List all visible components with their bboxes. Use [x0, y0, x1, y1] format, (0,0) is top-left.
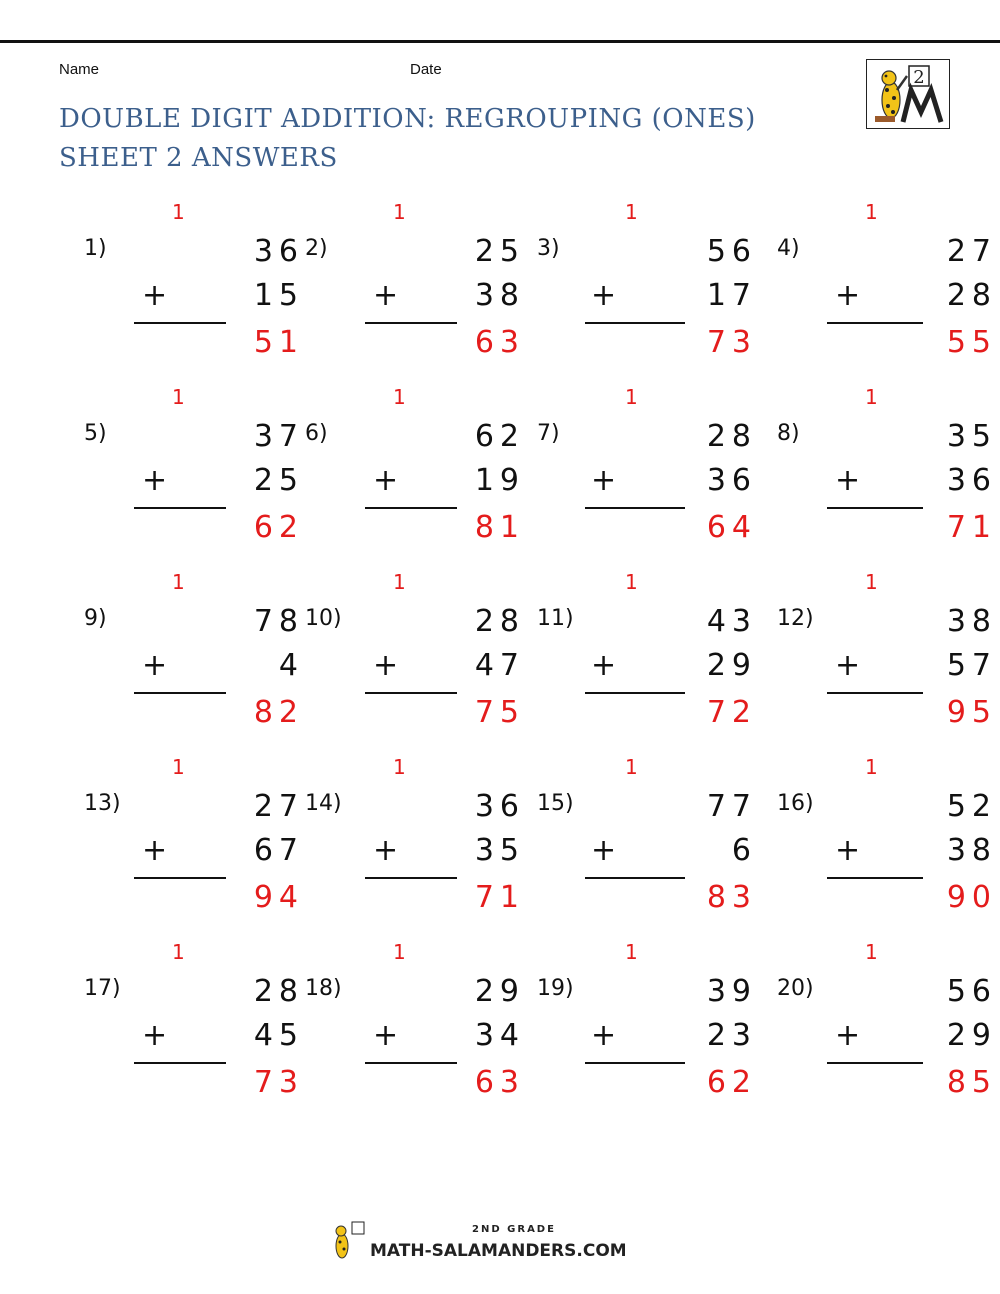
bottom-addend: 45	[253, 1018, 304, 1053]
footer-logo	[330, 1218, 625, 1262]
carry-digit: 1	[865, 200, 878, 224]
carry-digit: 1	[172, 755, 185, 779]
problem-18	[305, 940, 525, 1110]
answer-value: 75	[474, 695, 525, 730]
answer-line	[827, 507, 923, 509]
carry-digit: 1	[393, 385, 406, 409]
answer-value: 83	[706, 880, 757, 915]
bottom-addend: 6	[731, 833, 757, 868]
problem-number: 2)	[305, 236, 328, 261]
answer-value: 81	[474, 510, 525, 545]
answer-line	[365, 877, 457, 879]
problem-7	[537, 385, 757, 555]
plus-sign: +	[591, 1018, 617, 1053]
top-addend: 52	[946, 789, 997, 824]
carry-digit: 1	[393, 200, 406, 224]
problem-2	[305, 200, 525, 370]
plus-sign: +	[373, 1018, 399, 1053]
carry-digit: 1	[625, 200, 638, 224]
problem-number: 5)	[84, 421, 107, 446]
plus-sign: +	[835, 278, 861, 313]
bottom-addend: 23	[706, 1018, 757, 1053]
answer-line	[134, 877, 226, 879]
top-addend: 36	[474, 789, 525, 824]
answer-value: 95	[946, 695, 997, 730]
bottom-addend: 47	[474, 648, 525, 683]
answer-line	[585, 322, 685, 324]
answer-line	[585, 692, 685, 694]
carry-digit: 1	[172, 385, 185, 409]
top-addend: 78	[253, 604, 304, 639]
carry-digit: 1	[172, 570, 185, 594]
answer-line	[827, 877, 923, 879]
carry-digit: 1	[393, 570, 406, 594]
problem-number: 10)	[305, 606, 342, 631]
problem-16	[777, 755, 997, 925]
problem-number: 7)	[537, 421, 560, 446]
carry-digit: 1	[625, 940, 638, 964]
answer-line	[585, 507, 685, 509]
bottom-addend: 35	[474, 833, 525, 868]
answer-value: 71	[474, 880, 525, 915]
problem-number: 19)	[537, 976, 574, 1001]
plus-sign: +	[835, 463, 861, 498]
worksheet-subtitle: SHEET 2 ANSWERS	[59, 143, 338, 173]
top-addend: 28	[474, 604, 525, 639]
top-addend: 62	[474, 419, 525, 454]
answer-line	[827, 1062, 923, 1064]
plus-sign: +	[591, 278, 617, 313]
footer-site-text: MATH-SALAMANDERS.COM	[370, 1241, 625, 1261]
answer-line	[134, 692, 226, 694]
top-addend: 77	[706, 789, 757, 824]
plus-sign: +	[142, 278, 168, 313]
plus-sign: +	[142, 463, 168, 498]
answer-value: 62	[706, 1065, 757, 1100]
top-addend: 56	[946, 974, 997, 1009]
problem-8	[777, 385, 997, 555]
problem-3	[537, 200, 757, 370]
answer-value: 85	[946, 1065, 997, 1100]
answer-value: 63	[474, 1065, 525, 1100]
problem-number: 1)	[84, 236, 107, 261]
bottom-addend: 34	[474, 1018, 525, 1053]
answer-value: 94	[253, 880, 304, 915]
problem-number: 20)	[777, 976, 814, 1001]
answer-value: 62	[253, 510, 304, 545]
plus-sign: +	[373, 278, 399, 313]
problem-number: 15)	[537, 791, 574, 816]
bottom-addend: 57	[946, 648, 997, 683]
answer-value: 64	[706, 510, 757, 545]
footer-grade-text: 2ND GRADE	[472, 1224, 556, 1235]
problem-12	[777, 570, 997, 740]
carry-digit: 1	[865, 570, 878, 594]
bottom-addend: 29	[706, 648, 757, 683]
carry-digit: 1	[625, 570, 638, 594]
problem-number: 13)	[84, 791, 121, 816]
problem-number: 18)	[305, 976, 342, 1001]
top-addend: 29	[474, 974, 525, 1009]
problem-number: 8)	[777, 421, 800, 446]
logo-digit: 2	[913, 67, 925, 88]
top-addend: 35	[946, 419, 997, 454]
answer-value: 51	[253, 325, 304, 360]
plus-sign: +	[591, 463, 617, 498]
answer-value: 73	[253, 1065, 304, 1100]
problem-5	[84, 385, 304, 555]
salamander-logo-icon	[866, 59, 950, 129]
name-label: Name	[59, 61, 100, 78]
bottom-addend: 67	[253, 833, 304, 868]
answer-line	[585, 1062, 685, 1064]
answer-value: 73	[706, 325, 757, 360]
top-addend: 39	[706, 974, 757, 1009]
problem-9	[84, 570, 304, 740]
plus-sign: +	[142, 833, 168, 868]
top-addend: 36	[253, 234, 304, 269]
carry-digit: 1	[865, 755, 878, 779]
carry-digit: 1	[625, 385, 638, 409]
top-addend: 28	[706, 419, 757, 454]
answer-line	[365, 322, 457, 324]
problem-15	[537, 755, 757, 925]
plus-sign: +	[142, 1018, 168, 1053]
answer-line	[134, 322, 226, 324]
answer-line	[365, 1062, 457, 1064]
bottom-addend: 17	[706, 278, 757, 313]
carry-digit: 1	[172, 200, 185, 224]
bottom-addend: 15	[253, 278, 304, 313]
problem-number: 14)	[305, 791, 342, 816]
carry-digit: 1	[393, 755, 406, 779]
bottom-addend: 36	[706, 463, 757, 498]
problem-number: 4)	[777, 236, 800, 261]
top-addend: 27	[253, 789, 304, 824]
problem-number: 11)	[537, 606, 574, 631]
plus-sign: +	[835, 833, 861, 868]
carry-digit: 1	[393, 940, 406, 964]
carry-digit: 1	[865, 385, 878, 409]
problem-number: 9)	[84, 606, 107, 631]
problem-19	[537, 940, 757, 1110]
answer-value: 72	[706, 695, 757, 730]
footer-salamander-icon	[336, 1222, 364, 1258]
problem-number: 12)	[777, 606, 814, 631]
top-addend: 43	[706, 604, 757, 639]
top-addend: 28	[253, 974, 304, 1009]
top-addend: 37	[253, 419, 304, 454]
answer-line	[585, 877, 685, 879]
answer-line	[827, 692, 923, 694]
problem-number: 3)	[537, 236, 560, 261]
bottom-addend: 25	[253, 463, 304, 498]
answer-line	[365, 692, 457, 694]
problem-11	[537, 570, 757, 740]
plus-sign: +	[591, 648, 617, 683]
date-label: Date	[410, 61, 442, 78]
answer-line	[365, 507, 457, 509]
problem-number: 17)	[84, 976, 121, 1001]
bottom-addend: 4	[278, 648, 304, 683]
bottom-addend: 38	[946, 833, 997, 868]
answer-value: 63	[474, 325, 525, 360]
carry-digit: 1	[865, 940, 878, 964]
answer-line	[827, 322, 923, 324]
top-addend: 25	[474, 234, 525, 269]
top-addend: 27	[946, 234, 997, 269]
problem-17	[84, 940, 304, 1110]
plus-sign: +	[142, 648, 168, 683]
bottom-addend: 38	[474, 278, 525, 313]
plus-sign: +	[835, 1018, 861, 1053]
plus-sign: +	[835, 648, 861, 683]
plus-sign: +	[373, 648, 399, 683]
problem-6	[305, 385, 525, 555]
carry-digit: 1	[625, 755, 638, 779]
top-divider	[0, 40, 1000, 43]
answer-line	[134, 507, 226, 509]
carry-digit: 1	[172, 940, 185, 964]
problem-14	[305, 755, 525, 925]
bottom-addend: 29	[946, 1018, 997, 1053]
bottom-addend: 28	[946, 278, 997, 313]
bottom-addend: 36	[946, 463, 997, 498]
top-addend: 38	[946, 604, 997, 639]
answer-value: 82	[253, 695, 304, 730]
problem-4	[777, 200, 997, 370]
answer-value: 90	[946, 880, 997, 915]
problem-number: 6)	[305, 421, 328, 446]
problem-20	[777, 940, 997, 1110]
top-addend: 56	[706, 234, 757, 269]
bottom-addend: 19	[474, 463, 525, 498]
answer-value: 71	[946, 510, 997, 545]
plus-sign: +	[591, 833, 617, 868]
plus-sign: +	[373, 833, 399, 868]
answer-value: 55	[946, 325, 997, 360]
answer-line	[134, 1062, 226, 1064]
plus-sign: +	[373, 463, 399, 498]
problem-1	[84, 200, 304, 370]
problem-number: 16)	[777, 791, 814, 816]
problem-13	[84, 755, 304, 925]
problem-10	[305, 570, 525, 740]
worksheet-title: DOUBLE DIGIT ADDITION: REGROUPING (ONES)	[59, 104, 756, 134]
